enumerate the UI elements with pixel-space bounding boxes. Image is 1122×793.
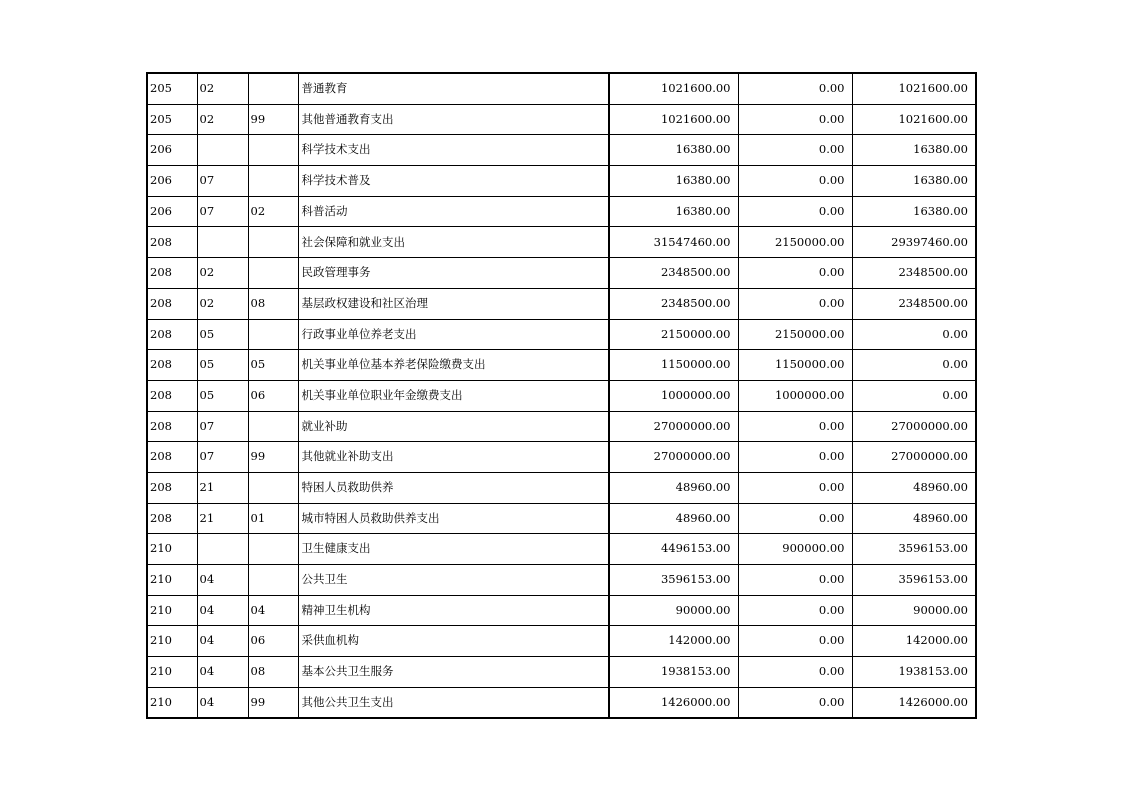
class-code-cell: 206 xyxy=(147,135,197,166)
section-code-cell: 07 xyxy=(197,411,248,442)
subject-name-cell: 行政事业单位养老支出 xyxy=(298,319,609,350)
table-row xyxy=(147,135,976,166)
subject-name-cell: 机关事业单位基本养老保险缴费支出 xyxy=(298,350,609,381)
section-code-cell: 04 xyxy=(197,565,248,596)
item-code-cell: 02 xyxy=(248,196,298,227)
basic-amount-cell: 900000.00 xyxy=(738,534,852,565)
project-amount-cell: 0.00 xyxy=(852,350,976,381)
subject-name-cell: 科学技术普及 xyxy=(298,166,609,197)
section-code-cell: 04 xyxy=(197,626,248,657)
total-amount-cell: 1938153.00 xyxy=(609,657,738,688)
table-row xyxy=(147,258,976,289)
project-amount-cell: 29397460.00 xyxy=(852,227,976,258)
total-amount-cell: 16380.00 xyxy=(609,135,738,166)
project-amount-cell: 3596153.00 xyxy=(852,534,976,565)
subject-name-cell: 其他普通教育支出 xyxy=(298,104,609,135)
class-code-cell: 208 xyxy=(147,442,197,473)
basic-amount-cell: 0.00 xyxy=(738,166,852,197)
item-code-cell xyxy=(248,319,298,350)
project-amount-cell: 2348500.00 xyxy=(852,258,976,289)
subject-name-cell: 特困人员救助供养 xyxy=(298,472,609,503)
project-amount-cell: 27000000.00 xyxy=(852,411,976,442)
total-amount-cell: 1426000.00 xyxy=(609,687,738,718)
table-row xyxy=(147,657,976,688)
total-amount-cell: 1000000.00 xyxy=(609,380,738,411)
class-code-cell: 208 xyxy=(147,411,197,442)
section-code-cell: 02 xyxy=(197,258,248,289)
expenditure-table xyxy=(146,72,977,719)
basic-amount-cell: 0.00 xyxy=(738,595,852,626)
subject-name-cell: 科普活动 xyxy=(298,196,609,227)
total-amount-cell: 48960.00 xyxy=(609,503,738,534)
subject-name-cell: 社会保障和就业支出 xyxy=(298,227,609,258)
total-amount-cell: 90000.00 xyxy=(609,595,738,626)
total-amount-cell: 2348500.00 xyxy=(609,288,738,319)
class-code-cell: 205 xyxy=(147,73,197,104)
table-row xyxy=(147,565,976,596)
class-code-cell: 206 xyxy=(147,196,197,227)
subject-name-cell: 基本公共卫生服务 xyxy=(298,657,609,688)
project-amount-cell: 90000.00 xyxy=(852,595,976,626)
subject-name-cell: 其他公共卫生支出 xyxy=(298,687,609,718)
table-row xyxy=(147,350,976,381)
table-row xyxy=(147,166,976,197)
basic-amount-cell: 0.00 xyxy=(738,687,852,718)
basic-amount-cell: 0.00 xyxy=(738,442,852,473)
table-row xyxy=(147,534,976,565)
section-code-cell: 07 xyxy=(197,196,248,227)
basic-amount-cell: 0.00 xyxy=(738,472,852,503)
table-row xyxy=(147,472,976,503)
item-code-cell xyxy=(248,565,298,596)
total-amount-cell: 27000000.00 xyxy=(609,411,738,442)
table-row xyxy=(147,380,976,411)
total-amount-cell: 31547460.00 xyxy=(609,227,738,258)
total-amount-cell: 4496153.00 xyxy=(609,534,738,565)
table-row xyxy=(147,288,976,319)
subject-name-cell: 科学技术支出 xyxy=(298,135,609,166)
table-row xyxy=(147,626,976,657)
class-code-cell: 210 xyxy=(147,534,197,565)
item-code-cell: 08 xyxy=(248,288,298,319)
total-amount-cell: 1150000.00 xyxy=(609,350,738,381)
subject-name-cell: 其他就业补助支出 xyxy=(298,442,609,473)
item-code-cell xyxy=(248,166,298,197)
item-code-cell: 99 xyxy=(248,104,298,135)
basic-amount-cell: 0.00 xyxy=(738,196,852,227)
section-code-cell xyxy=(197,227,248,258)
section-code-cell xyxy=(197,534,248,565)
project-amount-cell: 27000000.00 xyxy=(852,442,976,473)
table-row xyxy=(147,196,976,227)
item-code-cell: 01 xyxy=(248,503,298,534)
table-row xyxy=(147,319,976,350)
item-code-cell xyxy=(248,472,298,503)
table-row xyxy=(147,595,976,626)
project-amount-cell: 1021600.00 xyxy=(852,104,976,135)
class-code-cell: 210 xyxy=(147,626,197,657)
section-code-cell: 04 xyxy=(197,687,248,718)
subject-name-cell: 采供血机构 xyxy=(298,626,609,657)
section-code-cell: 21 xyxy=(197,472,248,503)
section-code-cell: 07 xyxy=(197,166,248,197)
section-code-cell: 04 xyxy=(197,657,248,688)
class-code-cell: 208 xyxy=(147,319,197,350)
total-amount-cell: 1021600.00 xyxy=(609,73,738,104)
project-amount-cell: 16380.00 xyxy=(852,196,976,227)
item-code-cell: 04 xyxy=(248,595,298,626)
section-code-cell: 05 xyxy=(197,350,248,381)
item-code-cell xyxy=(248,73,298,104)
project-amount-cell: 48960.00 xyxy=(852,472,976,503)
basic-amount-cell: 2150000.00 xyxy=(738,227,852,258)
total-amount-cell: 16380.00 xyxy=(609,166,738,197)
subject-name-cell: 公共卫生 xyxy=(298,565,609,596)
item-code-cell: 99 xyxy=(248,687,298,718)
item-code-cell: 06 xyxy=(248,380,298,411)
class-code-cell: 210 xyxy=(147,595,197,626)
basic-amount-cell: 0.00 xyxy=(738,626,852,657)
project-amount-cell: 0.00 xyxy=(852,319,976,350)
project-amount-cell: 16380.00 xyxy=(852,135,976,166)
table-row xyxy=(147,687,976,718)
item-code-cell xyxy=(248,258,298,289)
basic-amount-cell: 0.00 xyxy=(738,258,852,289)
subject-name-cell: 卫生健康支出 xyxy=(298,534,609,565)
item-code-cell: 05 xyxy=(248,350,298,381)
class-code-cell: 208 xyxy=(147,258,197,289)
basic-amount-cell: 0.00 xyxy=(738,657,852,688)
item-code-cell: 99 xyxy=(248,442,298,473)
class-code-cell: 210 xyxy=(147,565,197,596)
basic-amount-cell: 0.00 xyxy=(738,135,852,166)
item-code-cell: 08 xyxy=(248,657,298,688)
class-code-cell: 205 xyxy=(147,104,197,135)
project-amount-cell: 142000.00 xyxy=(852,626,976,657)
total-amount-cell: 1021600.00 xyxy=(609,104,738,135)
project-amount-cell: 2348500.00 xyxy=(852,288,976,319)
subject-name-cell: 精神卫生机构 xyxy=(298,595,609,626)
table-row xyxy=(147,227,976,258)
section-code-cell: 02 xyxy=(197,104,248,135)
class-code-cell: 208 xyxy=(147,288,197,319)
class-code-cell: 208 xyxy=(147,350,197,381)
section-code-cell: 21 xyxy=(197,503,248,534)
project-amount-cell: 1938153.00 xyxy=(852,657,976,688)
total-amount-cell: 27000000.00 xyxy=(609,442,738,473)
item-code-cell xyxy=(248,411,298,442)
subject-name-cell: 民政管理事务 xyxy=(298,258,609,289)
total-amount-cell: 2150000.00 xyxy=(609,319,738,350)
table-row xyxy=(147,442,976,473)
subject-name-cell: 基层政权建设和社区治理 xyxy=(298,288,609,319)
basic-amount-cell: 1150000.00 xyxy=(738,350,852,381)
table-body xyxy=(147,73,976,718)
class-code-cell: 210 xyxy=(147,687,197,718)
basic-amount-cell: 1000000.00 xyxy=(738,380,852,411)
basic-amount-cell: 0.00 xyxy=(738,73,852,104)
item-code-cell xyxy=(248,135,298,166)
basic-amount-cell: 0.00 xyxy=(738,411,852,442)
project-amount-cell: 1426000.00 xyxy=(852,687,976,718)
project-amount-cell: 48960.00 xyxy=(852,503,976,534)
class-code-cell: 208 xyxy=(147,380,197,411)
table-row xyxy=(147,503,976,534)
table-row xyxy=(147,411,976,442)
total-amount-cell: 48960.00 xyxy=(609,472,738,503)
table-row xyxy=(147,104,976,135)
basic-amount-cell: 0.00 xyxy=(738,288,852,319)
section-code-cell: 05 xyxy=(197,380,248,411)
class-code-cell: 206 xyxy=(147,166,197,197)
item-code-cell xyxy=(248,534,298,565)
basic-amount-cell: 0.00 xyxy=(738,565,852,596)
section-code-cell: 05 xyxy=(197,319,248,350)
section-code-cell: 04 xyxy=(197,595,248,626)
section-code-cell: 02 xyxy=(197,73,248,104)
project-amount-cell: 0.00 xyxy=(852,380,976,411)
project-amount-cell: 3596153.00 xyxy=(852,565,976,596)
section-code-cell: 07 xyxy=(197,442,248,473)
subject-name-cell: 就业补助 xyxy=(298,411,609,442)
subject-name-cell: 普通教育 xyxy=(298,73,609,104)
total-amount-cell: 142000.00 xyxy=(609,626,738,657)
basic-amount-cell: 0.00 xyxy=(738,104,852,135)
section-code-cell: 02 xyxy=(197,288,248,319)
item-code-cell xyxy=(248,227,298,258)
subject-name-cell: 机关事业单位职业年金缴费支出 xyxy=(298,380,609,411)
subject-name-cell: 城市特困人员救助供养支出 xyxy=(298,503,609,534)
class-code-cell: 208 xyxy=(147,472,197,503)
table-row xyxy=(147,73,976,104)
total-amount-cell: 3596153.00 xyxy=(609,565,738,596)
section-code-cell xyxy=(197,135,248,166)
class-code-cell: 208 xyxy=(147,227,197,258)
item-code-cell: 06 xyxy=(248,626,298,657)
total-amount-cell: 16380.00 xyxy=(609,196,738,227)
basic-amount-cell: 0.00 xyxy=(738,503,852,534)
project-amount-cell: 1021600.00 xyxy=(852,73,976,104)
class-code-cell: 208 xyxy=(147,503,197,534)
class-code-cell: 210 xyxy=(147,657,197,688)
basic-amount-cell: 2150000.00 xyxy=(738,319,852,350)
project-amount-cell: 16380.00 xyxy=(852,166,976,197)
total-amount-cell: 2348500.00 xyxy=(609,258,738,289)
